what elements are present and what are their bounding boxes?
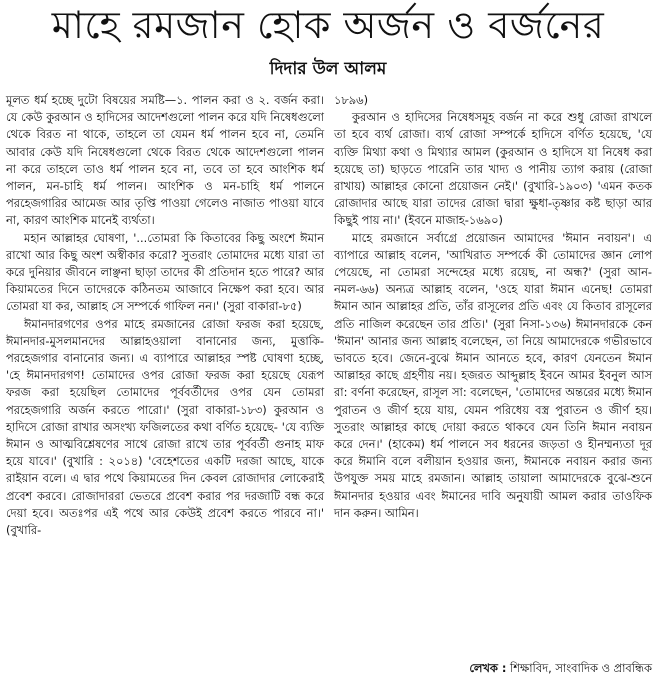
paragraph: ঈমানদারগণের ওপর মাহে রমজানের রোজা ফরজ করা হয়েছে, ঈমানদার-মুসলমানদের আল্লাহওয়ালা বানানোর জন্য, মুত্তাকি-পরহেজগার বানানোর জন্য। এ ব্যাপারে আল্লাহর স্পষ্ট ঘোষণা হচ্ছে, 'হে ঈমানদারগণ! তোমাদের ওপর রোজা ফরজ করা হয়েছে যেরূপ ফরজ করা হয়েছিল তোমাদের পূর্ববর্তীদের ওপর যেন তোমরা পরহেজগারি অর্জন করতে পারো।' (সুরা বাকারা-১৮৩) কুরআন ও হাদিসে রোজা রাখার অসংখ্য ফজিলতের কথা বর্ণিত হয়েছে- 'যে ব্যক্তি ঈমান ও আত্মবিশ্লেষণের সাথে রোজা রাখে তার পূর্ববর্তী গুনাহ মাফ হয়ে যাবে।' (বুখারি : ২০১৪) 'বেহেশতের একটি দরজা আছে, যাকে রাইয়ান বলে। এ দ্বার পথে কিয়ামতের দিন কেবল রোজাদার লোকেরাই প্রবেশ করবে। রোজাদাররা ভেতরে প্রবেশ করার পর দরজাটি বন্ধ করে দেয়া হবে। অতঃপর এই পথে আর কেউই প্রবেশ করতে পারবে না।' (বুখারি- xyxy=(6,316,324,538)
author-label: লেখক : xyxy=(469,661,507,675)
paragraph: মূলত ধর্ম হচ্ছে দুটো বিষয়ের সমষ্টি—১. পালন করা ও ২. বর্জন করা। যে কেউ কুরআন ও হাদিসের আদেশগুলো পালন করে যদি নিষেধগুলো থেকে বিরত না থাকে, তাহলে তা যেমন ধর্ম পালন হবে না, তেমনি আবার কেউ যদি নিষেধগুলো থেকে বিরত থেকে আদেশগুলো পালন না করে তাহলে তাও ধর্ম পালন হবে না, তবে তা হবে আংশিক ধর্ম পালন, মন-চাহি ধর্ম পালন। আংশিক ও মন-চাহি ধর্ম পালনে পরহেজগারির আমেজ আর তৃপ্তি পাওয়া গেলেও নাজাত পাওয়া যাবে না, কারণ আংশিক মানেই ব্যর্থতা। xyxy=(6,93,324,228)
paragraph: কুরআন ও হাদিসের নিষেধসমূহ বর্জন না করে শুধু রোজা রাখলে তা হবে ব্যর্থ রোজা। ব্যর্থ রোজা সম্পর্কে হাদিসে বর্ণিত হয়েছে, 'যে ব্যক্তি মিথ্যা কথা ও মিথ্যার আমল (কুরআন ও হাদিসে যা নিষেধ করা হয়েছে তা) ছাড়তে পারেনি তার খাদ্য ও পানীয় ত্যাগ করায় (রোজা রাখায়) আল্লাহর কোনো প্রয়োজন নেই।' (বুখারি-১৯০৩) 'এমন কতক রোজাদার আছে যারা তাদের রোজা দ্বারা ক্ষুধা-তৃষ্ণার কষ্ট ছাড়া আর কিছুই পায় না।' (ইবনে মাজাহ-১৬৯০) xyxy=(334,110,652,228)
article-headline: মাহে রমজান হোক অর্জন ও বর্জনের xyxy=(51,3,605,47)
paragraph: ১৮৯৬) xyxy=(334,93,369,107)
left-column xyxy=(6,92,324,539)
author-description: শিক্ষাবিদ, সাংবাদিক ও প্রাবন্ধিক xyxy=(510,661,652,675)
article-byline: দিদার উল আলম xyxy=(269,59,387,79)
right-column xyxy=(334,92,652,522)
paragraph: মাহে রমজানে সর্বাগ্রে প্রয়োজন আমাদের 'ঈমান নবায়ন'। এ ব্যাপারে আল্লাহ বলেন, 'আখিরাত সম্পর্কে কী তোমাদের জ্ঞান লোপ পেয়েছে, না তোমরা সন্দেহের মধ্যে রয়েছ, না অন্ধ?' (সুরা আন-নমল-৬৬) অন্যত্র আল্লাহ বলেন, 'ওহে যারা ঈমান এনেছ! তোমরা ঈমান আন আল্লাহর প্রতি, তাঁর রাসূলের প্রতি এবং যে কিতাব রাসূলের প্রতি নাজিল করেছেন তার প্রতি।' (সুরা নিসা-১৩৬) ঈমানদারকে কেন 'ঈমান' আনার জন্য আল্লাহ বলেছেন, তা নিয়ে আমাদেরকে গভীরভাবে ভাবতে হবে। জেনে-বুঝে ঈমান আনতে হবে, কারণ যেনতেন ঈমান আল্লাহর কাছে গ্রহণীয় নয়। হজরত আব্দুল্লাহ ইবনে আমর ইবনুল আস রা: বর্ণনা করেছেন, রাসূল সা: বলেছেন, 'তোমাদের অন্তরের মধ্যে ঈমান পুরাতন ও জীর্ণ হয়ে যায়, যেমন পরিধেয় বস্ত্র পুরাতন ও জীর্ণ হয়। সুতরাং আল্লাহর কাছে দোয়া করতে থাকবে যেন তিনি ঈমান নবায়ন করে দেন।' (হাকেম) ধর্ম পালনে সব ধরনের জড়তা ও হীনম্মন্যতা দূর করে ঈমানি বলে বলীয়ান হওয়ার জন্য, ঈমানকে নবায়ন করার জন্য উপযুক্ত সময় মাহে রমজান। আল্লাহ তায়ালা আমাদেরকে বুঝে-শুনে ঈমানদার হওয়ার এবং ঈমানের দাবি অনুযায়ী আমল করার তাওফিক দান করুন। আমিন। xyxy=(334,230,652,520)
paragraph: মহান আল্লাহর ঘোষণা, '...তোমরা কি কিতাবের কিছু অংশে ঈমান রাখো আর কিছু অংশ অস্বীকার করো? সুতরাং তোমাদের মধ্যে যারা তা করে দুনিয়ার জীবনে লাঞ্ছনা ছাড়া তাদের কী প্রতিদান হতে পারে? আর কিয়ামতের দিনে তাদেরকে কঠিনতম আজাবে নিক্ষেপ করা হবে। আর তোমরা যা কর, আল্লাহ সে সম্পর্কে গাফিল নন।' (সুরা বাকারা-৮৫) xyxy=(6,230,324,314)
author-note xyxy=(334,660,652,677)
